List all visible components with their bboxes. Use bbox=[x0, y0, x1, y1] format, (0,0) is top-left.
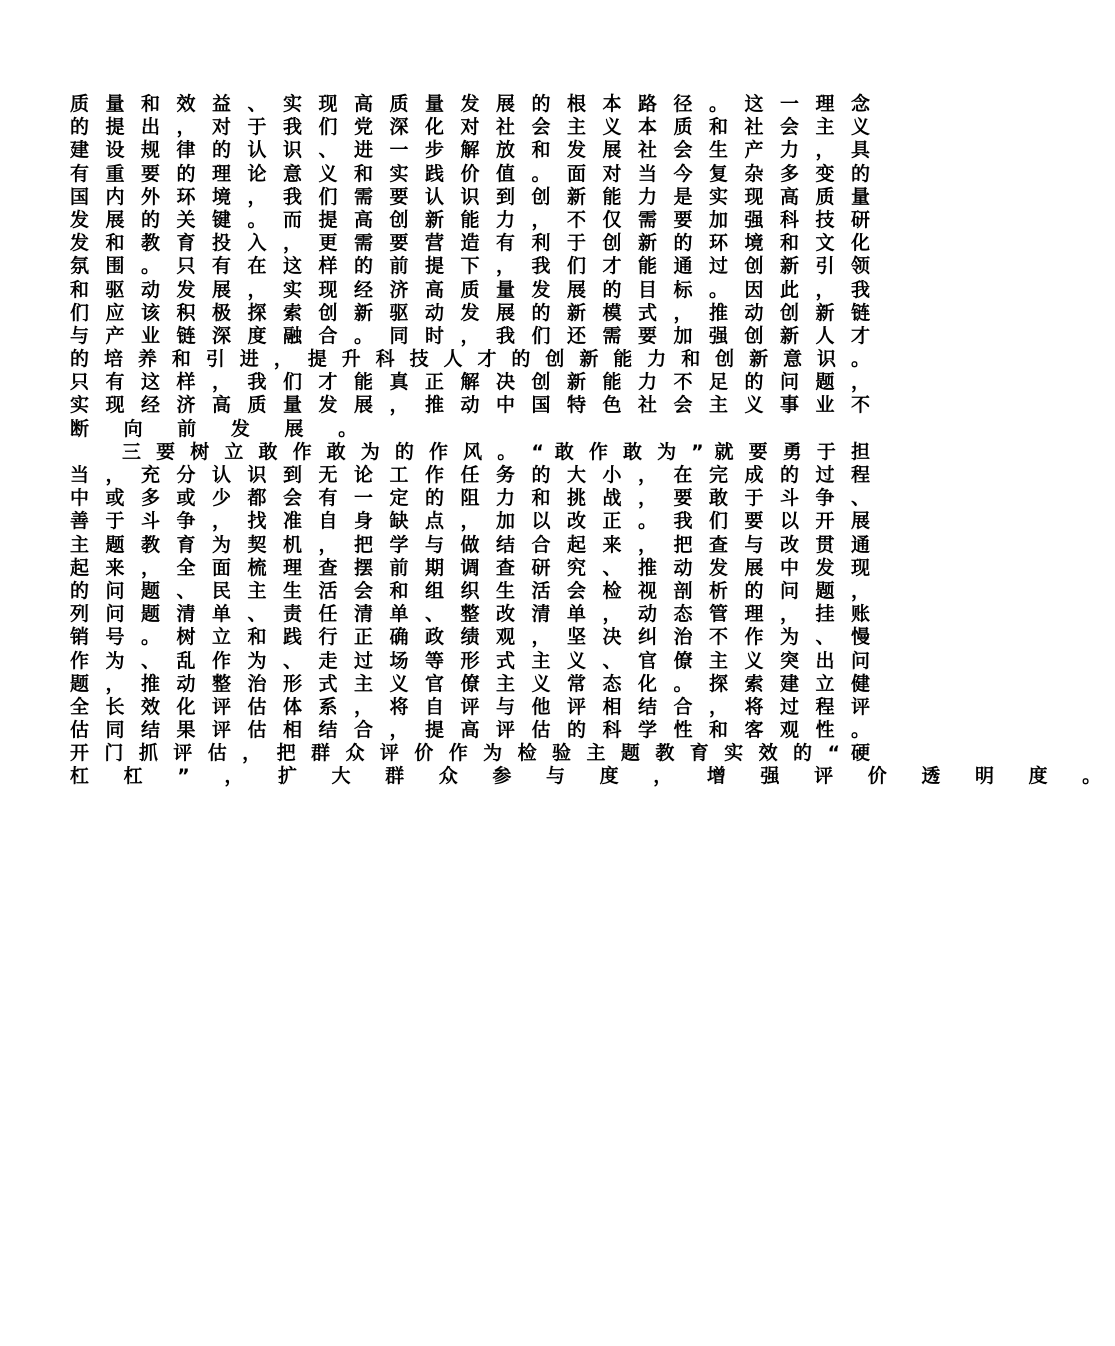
text-line: 起 来 ， 全 面 梳 理 查 摆 前 期 调 查 研 究 、 推 动 发 展 中 发 现 bbox=[70, 556, 870, 579]
text-line: 国 内 外 环 境 ， 我 们 需 要 认 识 到 创 新 能 力 是 实 现 高 质 量 bbox=[70, 185, 870, 208]
text-line: 建 设 规 律 的 认 识 、 进 一 步 解 放 和 发 展 社 会 生 产 力 ， 具 bbox=[70, 139, 870, 162]
text-line: 有 重 要 的 理 论 意 义 和 实 践 价 值 。 面 对 当 今 复 杂 多 变 的 bbox=[70, 162, 870, 185]
text-line: 作 为 、 乱 作 为 、 走 过 场 等 形 式 主 义 、 官 僚 主 义 突 出 问 bbox=[70, 649, 870, 672]
text-line: 全 长 效 化 评 估 体 系 ， 将 自 评 与 他 评 相 结 合 ， 将 过 程 评 bbox=[70, 695, 870, 718]
text-line: 销 号 。 树 立 和 践 行 正 确 政 绩 观 ， 坚 决 纠 治 不 作 为 、 慢 bbox=[70, 626, 870, 649]
text-line: 善 于 斗 争 ， 找 准 自 身 缺 点 ， 加 以 改 正 。 我 们 要 以 开 展 bbox=[70, 510, 870, 533]
text-line: 们 应 该 积 极 探 索 创 新 驱 动 发 展 的 新 模 式 ， 推 动 创 新 链 bbox=[70, 301, 870, 324]
text-line: 发 和 教 育 投 入 ， 更 需 要 营 造 有 利 于 创 新 的 环 境 和 文 化 bbox=[70, 232, 870, 255]
text-line: 的 问 题 、 民 主 生 活 会 和 组 织 生 活 会 检 视 剖 析 的 问 题 ， bbox=[70, 579, 870, 602]
paragraph-start-line: 三 要 树 立 敢 作 敢 为 的 作 风 。 “ 敢 作 敢 为 ” 就 要 勇 于 担 bbox=[122, 440, 870, 463]
text-line: 当 ， 充 分 认 识 到 无 论 工 作 任 务 的 大 小 ， 在 完 成 的 过 程 bbox=[70, 464, 870, 486]
text-line: 实 现 经 济 高 质 量 发 展 ， 推 动 中 国 特 色 社 会 主 义 事 业 不 bbox=[70, 394, 870, 417]
text-line: 杠 杠 ” ， 扩 大 群 众 参 与 度 ， 增 强 评 价 透 明 度 。 bbox=[70, 765, 1115, 788]
text-line: 主 题 教 育 为 契 机 ， 把 学 与 做 结 合 起 来 ， 把 查 与 改 贯 通 bbox=[70, 533, 870, 556]
text-line: 和 驱 动 发 展 ， 实 现 经 济 高 质 量 发 展 的 目 标 。 因 此 ， 我 bbox=[70, 278, 870, 301]
text-line: 只 有 这 样 ， 我 们 才 能 真 正 解 决 创 新 能 力 不 足 的 问 题 ， bbox=[70, 371, 870, 394]
text-line: 列 问 题 清 单 、 责 任 清 单 、 整 改 清 单 ， 动 态 管 理 ， 挂 账 bbox=[70, 603, 870, 626]
text-line: 质 量 和 效 益 、 实 现 高 质 量 发 展 的 根 本 路 径 。 这 一 理 念 bbox=[70, 93, 870, 115]
text-line: 的 提 出 ， 对 于 我 们 党 深 化 对 社 会 主 义 本 质 和 社 会 主 义 bbox=[70, 116, 870, 139]
text-line: 中 或 多 或 少 都 会 有 一 定 的 阻 力 和 挑 战 ， 要 敢 于 斗 争 、 bbox=[70, 487, 870, 510]
text-line: 题 ， 推 动 整 治 形 式 主 义 官 僚 主 义 常 态 化 。 探 索 建 立 健 bbox=[70, 672, 870, 695]
text-line: 开 门 抓 评 估 ， 把 群 众 评 价 作 为 检 验 主 题 教 育 实 效 的 “ 硬 bbox=[70, 742, 870, 765]
text-line: 的 培 养 和 引 进 ， 提 升 科 技 人 才 的 创 新 能 力 和 创 新 意 识 。 bbox=[70, 348, 870, 371]
text-line: 断 向 前 发 展 。 bbox=[70, 417, 372, 440]
body-text bbox=[70, 93, 1115, 789]
text-line: 发 展 的 关 键 。 而 提 高 创 新 能 力 ， 不 仅 需 要 加 强 科 技 研 bbox=[70, 208, 870, 231]
text-line: 与 产 业 链 深 度 融 合 。 同 时 ， 我 们 还 需 要 加 强 创 新 人 才 bbox=[70, 324, 870, 347]
text-line: 估 同 结 果 评 估 相 结 合 ， 提 高 评 估 的 科 学 性 和 客 观 性 。 bbox=[70, 719, 870, 742]
text-line: 氛 围 。 只 有 在 这 样 的 前 提 下 ， 我 们 才 能 通 过 创 新 引 领 bbox=[70, 255, 870, 278]
